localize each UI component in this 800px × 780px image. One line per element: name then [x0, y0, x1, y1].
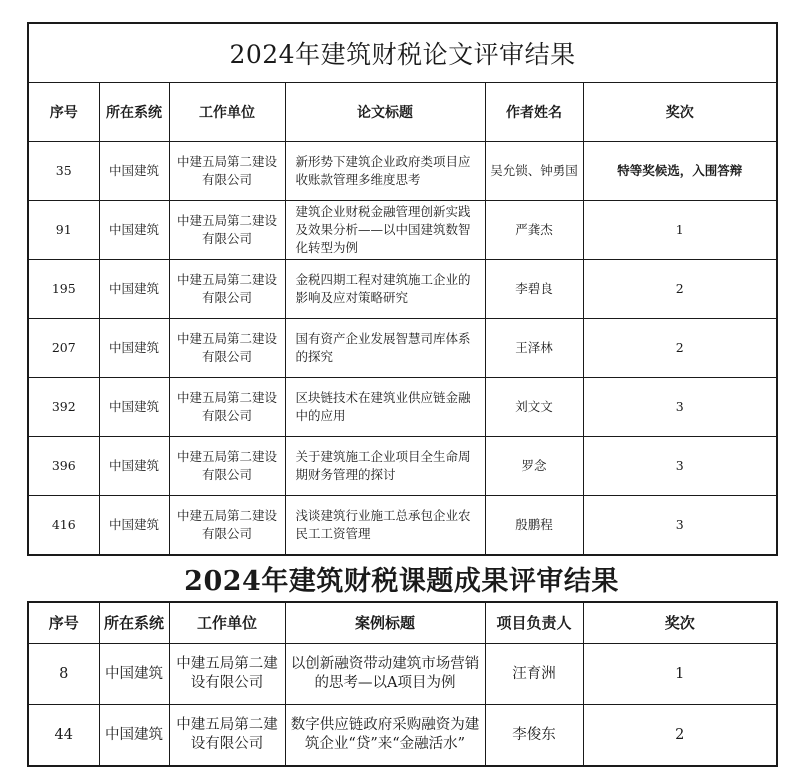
- row-author: 刘文文: [485, 378, 583, 437]
- row-system: 中国建筑: [99, 260, 169, 319]
- table-row: [28, 644, 777, 705]
- row-project-lead: 李俊东: [485, 705, 583, 767]
- row-system: 中国建筑: [99, 705, 169, 767]
- row-unit: 中建五局第二建设有限公司: [169, 142, 285, 201]
- project-results-table: [27, 601, 778, 767]
- row-system: 中国建筑: [99, 496, 169, 556]
- row-number: 207: [28, 319, 99, 378]
- row-unit: 中建五局第二建设有限公司: [169, 201, 285, 260]
- row-paper-title: 金税四期工程对建筑施工企业的影响及应对策略研究: [285, 260, 485, 319]
- header-unit: 工作单位: [169, 602, 285, 644]
- row-number: 44: [28, 705, 99, 767]
- header-number: 序号: [28, 83, 99, 142]
- table-row: [28, 437, 777, 496]
- row-unit: 中建五局第二建设有限公司: [169, 496, 285, 556]
- row-paper-title: 浅谈建筑行业施工总承包企业农民工工资管理: [285, 496, 485, 556]
- paper-header-row: [28, 83, 777, 142]
- row-case-title: 数字供应链政府采购融资为建筑企业“贷”来“金融活水”: [285, 705, 485, 767]
- row-paper-title: 关于建筑施工企业项目全生命周期财务管理的探讨: [285, 437, 485, 496]
- row-case-title: 以创新融资带动建筑市场营销的思考—以A项目为例: [285, 644, 485, 705]
- header-number: 序号: [28, 602, 99, 644]
- project-header-row: [28, 602, 777, 644]
- row-paper-title: 区块链技术在建筑业供应链金融中的应用: [285, 378, 485, 437]
- row-author: 殷鹏程: [485, 496, 583, 556]
- row-author: 严龚杰: [485, 201, 583, 260]
- paper-results-title: 2024年建筑财税论文评审结果: [28, 23, 777, 83]
- paper-results-table: [27, 22, 778, 556]
- table-row: [28, 705, 777, 767]
- header-project-lead: 项目负责人: [485, 602, 583, 644]
- row-award: 1: [583, 201, 777, 260]
- header-paper-title: 论文标题: [285, 83, 485, 142]
- row-unit: 中建五局第二建设有限公司: [169, 644, 285, 705]
- table-row: [28, 260, 777, 319]
- row-number: 8: [28, 644, 99, 705]
- row-award: 3: [583, 437, 777, 496]
- row-paper-title: 建筑企业财税金融管理创新实践及效果分析——以中国建筑数智化转型为例: [285, 201, 485, 260]
- row-system: 中国建筑: [99, 437, 169, 496]
- row-paper-title: 国有资产企业发展智慧司库体系的探究: [285, 319, 485, 378]
- row-award: 特等奖候选，入围答辩: [583, 142, 777, 201]
- table-row: [28, 201, 777, 260]
- project-results-title: 2024年建筑财税课题成果评审结果: [184, 566, 619, 597]
- row-award: 2: [583, 319, 777, 378]
- row-unit: 中建五局第二建设有限公司: [169, 705, 285, 767]
- table-row: [28, 142, 777, 201]
- header-award: 奖次: [583, 602, 777, 644]
- row-system: 中国建筑: [99, 319, 169, 378]
- row-number: 91: [28, 201, 99, 260]
- row-unit: 中建五局第二建设有限公司: [169, 437, 285, 496]
- header-unit: 工作单位: [169, 83, 285, 142]
- row-award: 1: [583, 644, 777, 705]
- row-system: 中国建筑: [99, 142, 169, 201]
- header-system: 所在系统: [99, 602, 169, 644]
- row-number: 392: [28, 378, 99, 437]
- table-row: [28, 378, 777, 437]
- row-author: 吴允锁、钟勇国: [485, 142, 583, 201]
- row-author: 罗念: [485, 437, 583, 496]
- table-row: [28, 496, 777, 556]
- row-award: 3: [583, 378, 777, 437]
- row-number: 416: [28, 496, 99, 556]
- row-system: 中国建筑: [99, 201, 169, 260]
- table-row: [28, 319, 777, 378]
- header-case-title: 案例标题: [285, 602, 485, 644]
- row-system: 中国建筑: [99, 644, 169, 705]
- row-award: 2: [583, 705, 777, 767]
- row-number: 35: [28, 142, 99, 201]
- row-unit: 中建五局第二建设有限公司: [169, 378, 285, 437]
- header-system: 所在系统: [99, 83, 169, 142]
- row-author: 李碧良: [485, 260, 583, 319]
- header-award: 奖次: [583, 83, 777, 142]
- row-unit: 中建五局第二建设有限公司: [169, 319, 285, 378]
- row-paper-title: 新形势下建筑企业政府类项目应收账款管理多维度思考: [285, 142, 485, 201]
- row-system: 中国建筑: [99, 378, 169, 437]
- row-award: 3: [583, 496, 777, 556]
- row-author: 王泽林: [485, 319, 583, 378]
- row-project-lead: 汪育洲: [485, 644, 583, 705]
- row-number: 396: [28, 437, 99, 496]
- row-award: 2: [583, 260, 777, 319]
- row-number: 195: [28, 260, 99, 319]
- header-author: 作者姓名: [485, 83, 583, 142]
- row-unit: 中建五局第二建设有限公司: [169, 260, 285, 319]
